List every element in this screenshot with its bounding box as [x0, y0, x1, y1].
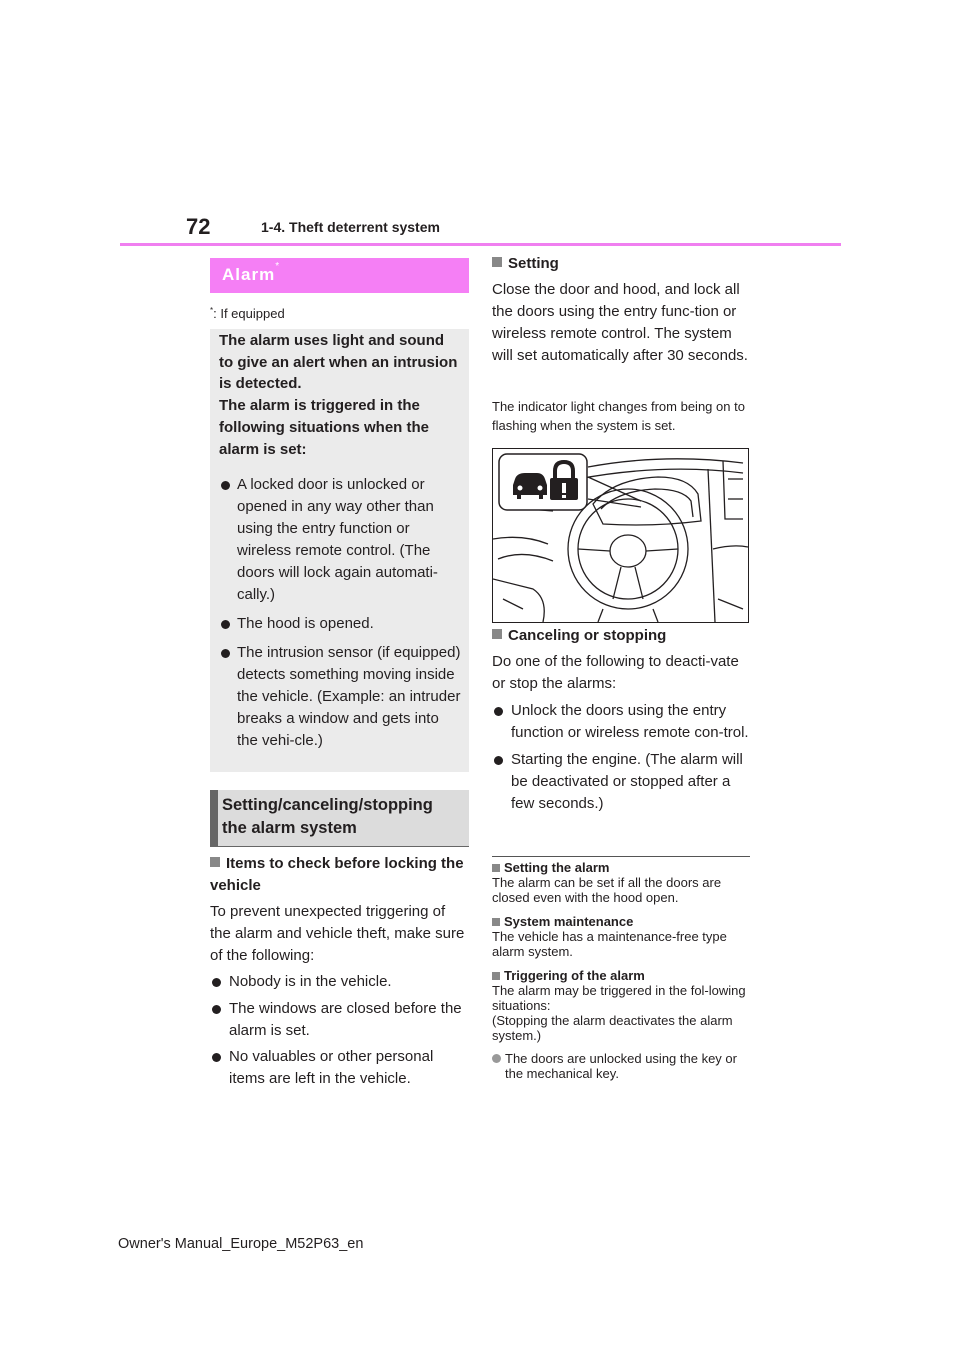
note-text: The alarm can be set if all the doors are closed even with the hood open. — [492, 875, 722, 905]
bullet-icon — [212, 1053, 221, 1062]
bullet-icon — [494, 756, 503, 765]
alarm-title-text: Alarm — [222, 265, 276, 284]
list-item — [210, 971, 468, 993]
note-title — [492, 968, 750, 983]
page-number: 72 — [186, 214, 211, 239]
setting-section-title: Setting/canceling/stopping the alarm system — [222, 796, 433, 837]
bullet-icon — [221, 620, 230, 629]
note-bullet — [492, 1051, 750, 1081]
bullet-icon — [494, 707, 503, 716]
square-bullet-icon — [492, 918, 500, 926]
square-bullet-icon — [492, 972, 500, 980]
items-check-list — [210, 971, 468, 1095]
note-triggering — [492, 968, 750, 1081]
list-item — [492, 749, 750, 815]
note-title-text: Setting the alarm — [504, 860, 610, 875]
square-bullet-icon — [492, 629, 502, 639]
footnote — [210, 306, 285, 321]
canceling-list — [492, 700, 750, 819]
footnote-mark: * — [210, 306, 214, 315]
note-title-text: Triggering of the alarm — [504, 968, 645, 983]
canceling-heading — [492, 625, 750, 647]
setting-heading — [492, 253, 750, 275]
list-item — [219, 642, 461, 752]
bullet-icon — [212, 978, 221, 987]
notes-rule — [492, 856, 750, 857]
canceling-body: Do one of the following to deacti-vate or stop the alarms: — [492, 653, 739, 692]
dashboard-drawing — [493, 449, 748, 622]
trigger-text: The intrusion sensor (if equipped) detects something moving inside the vehicle. (Example: an intruder breaks a window and gets into the vehi-cle.) — [237, 644, 461, 750]
square-bullet-icon — [492, 257, 502, 267]
list-item — [219, 613, 461, 635]
setting-note: The indicator light changes from being on to flashing when the system is set. — [492, 399, 745, 433]
trigger-list — [219, 474, 461, 752]
trigger-text: The hood is opened. — [237, 615, 374, 633]
note-maintenance — [492, 914, 750, 959]
items-check-heading-text: Items to check before locking the vehicle — [210, 855, 464, 894]
setting-section-accent — [210, 790, 218, 847]
dashboard-illustration — [492, 448, 749, 623]
alarm-title-mark: * — [275, 261, 281, 272]
alarm-intro — [219, 330, 461, 460]
alarm-intro-text: The alarm uses light and sound to give an alert when an intrusion is detected. — [219, 332, 458, 393]
notes — [492, 860, 750, 1090]
items-check-intro: To prevent unexpected triggering of the alarm and vehicle theft, make sure of the following: — [210, 903, 465, 964]
note-title — [492, 914, 750, 929]
alarm-trigger-intro: The alarm is triggered in the following situations when the alarm is set: — [219, 397, 429, 458]
note-text: The vehicle has a maintenance-free type alarm system. — [492, 929, 727, 959]
footnote-text: : If equipped — [213, 306, 285, 321]
circle-bullet-icon — [492, 1054, 501, 1063]
setting-body: Close the door and hood, and lock all the doors using the entry func-tion or wireless remote control. The system will set automatically after 30 seconds. — [492, 281, 748, 364]
items-check-heading — [210, 853, 468, 897]
list-item — [210, 998, 468, 1042]
list-item — [210, 1046, 468, 1090]
square-bullet-icon — [210, 857, 220, 867]
canceling-item-text: Unlock the doors using the entry function or wireless remote con-trol. — [511, 702, 749, 741]
bullet-icon — [221, 481, 230, 490]
square-bullet-icon — [492, 864, 500, 872]
item-text: The windows are closed before the alarm is set. — [229, 999, 462, 1039]
canceling-item-text: Starting the engine. (The alarm will be deactivated or stopped after a few seconds.) — [511, 750, 743, 812]
section-title: 1-4. Theft deterrent system — [261, 219, 440, 235]
note-text: The alarm may be triggered in the fol-lowing situations: — [492, 983, 746, 1013]
item-text: Nobody is in the vehicle. — [229, 973, 392, 990]
setting-heading-text: Setting — [508, 255, 559, 272]
item-text: No valuables or other personal items are left in the vehicle. — [229, 1048, 434, 1087]
list-item — [219, 474, 461, 606]
note-title — [492, 860, 750, 875]
note-setting-alarm — [492, 860, 750, 905]
canceling-heading-text: Canceling or stopping — [508, 627, 667, 644]
footer-text: Owner's Manual_Europe_M52P63_en — [118, 1236, 364, 1252]
note-bullet-text: The doors are unlocked using the key or the mechanical key. — [505, 1051, 737, 1081]
header-rule — [120, 243, 841, 246]
alarm-title — [222, 261, 281, 285]
bullet-icon — [212, 1005, 221, 1014]
alarm-info-box — [210, 329, 469, 772]
list-item — [492, 700, 750, 744]
trigger-text: A locked door is unlocked or opened in any way other than using the entry function or wireless remote control. (The doors will lock again automati-cally.) — [237, 476, 438, 604]
bullet-icon — [221, 649, 230, 658]
note-title-text: System maintenance — [504, 914, 634, 929]
note-text: (Stopping the alarm deactivates the alarm system.) — [492, 1013, 733, 1043]
